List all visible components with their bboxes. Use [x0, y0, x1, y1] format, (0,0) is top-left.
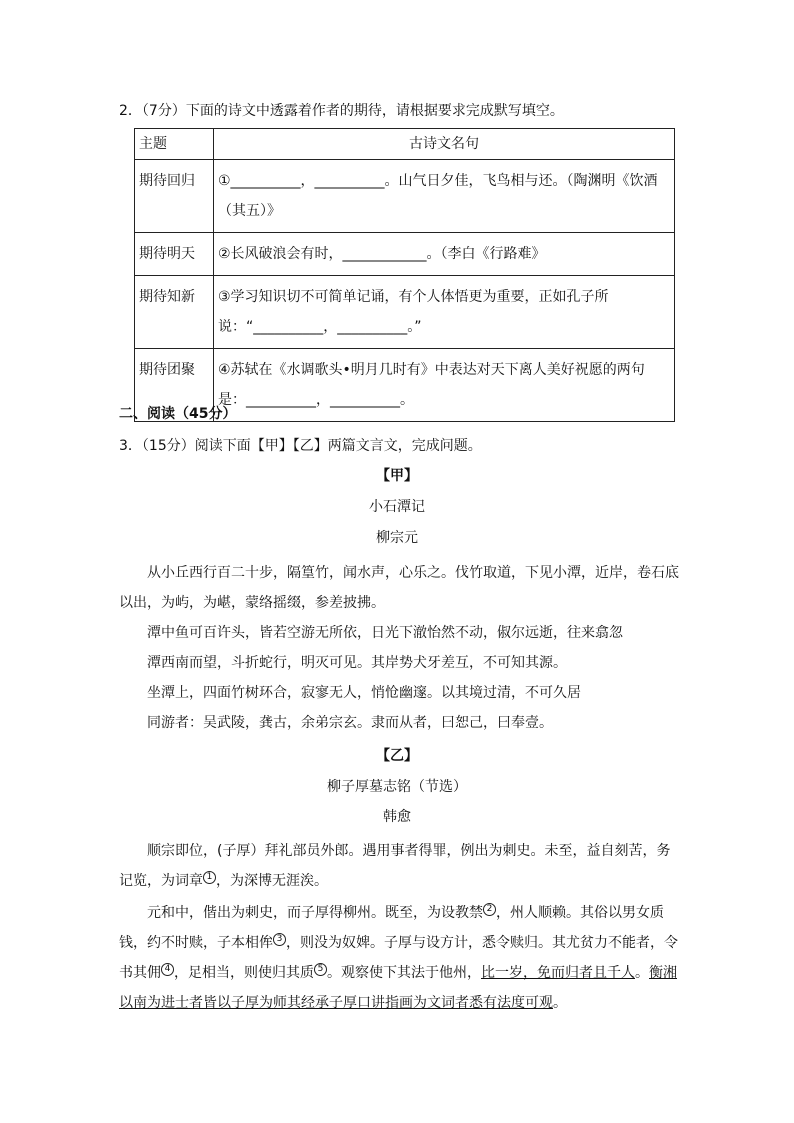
section-heading: 二、阅读（45分） [119, 406, 237, 422]
row-text: ②长风破浪会有时，____________。（李白《行路难》 [214, 233, 675, 276]
row-theme: 期待知新 [135, 276, 214, 349]
table-row [135, 160, 675, 233]
footnote-marker: 4 [161, 963, 174, 976]
header-theme: 主题 [135, 129, 214, 160]
footnote-marker: 3 [273, 933, 286, 946]
passage-a-mark: 【甲】 [376, 468, 418, 484]
footnote-marker: 1 [203, 871, 216, 884]
row-text: ①__________，__________。山气日夕佳，飞鸟相与还。（陶渊明《饮酒（其五）》 [214, 160, 675, 233]
row-text: ③学习知识切不可简单记诵，有个人体悟更为重要，正如孔子所说：“__________，__________。” [214, 276, 675, 349]
passage-a-paragraph: 坐潭上，四面竹树环合，寂寥无人，悄怆幽邃。以其境过清，不可久居 [147, 685, 581, 701]
passage-b-author: 韩愈 [383, 809, 411, 825]
poem-table [134, 128, 675, 422]
text-segment: ，州人顺赖。其俗以男女质钱，约不时赎，子本相侔 [119, 905, 664, 951]
text-segment: ，为深博无涯涘。 [216, 873, 328, 889]
underlined-sentence: 比一岁，免而归者且千人 [481, 965, 635, 981]
table-row [135, 276, 675, 349]
question-3-intro: 3．（15分）阅读下面【甲】【乙】两篇文言文，完成问题。 [119, 438, 482, 454]
footnote-marker: 2 [483, 903, 496, 916]
header-lines: 古诗文名句 [214, 129, 675, 160]
passage-a-paragraph: 从小丘西行百二十步，隔篁竹，闻水声，心乐之。伐竹取道，下见小潭，近岸，卷石底以出，为屿，为嵁，蒙络摇缀，参差披拂。 [119, 565, 679, 611]
passage-b-paragraph [119, 898, 679, 1018]
passage-a-paragraph: 潭中鱼可百许头，皆若空游无所依，日光下澈怡然不动，俶尔远逝，往来翕忽 [147, 625, 623, 641]
passage-a-paragraph: 同游者：吴武陵，龚古，余弟宗玄。隶而从者，曰恕己，曰奉壹。 [147, 715, 553, 731]
passage-b-paragraph [119, 836, 679, 896]
text-segment: ，足相当，则使归其质 [174, 965, 314, 981]
footnote-marker: 5 [314, 963, 327, 976]
row-theme: 期待回归 [135, 160, 214, 233]
passage-a-paragraph: 潭西南而望，斗折蛇行，明灭可见。其岸势犬牙差互，不可知其源。 [147, 655, 567, 671]
text-segment: 顺宗即位，(子厚）拜礼部员外郎。遇用事者得罪，例出为刺史。未至，益自刻苦，务记览，为词章 [119, 843, 671, 889]
table-header-row [135, 129, 675, 160]
underlined-sentence: 衡湘以南为进士者皆以子厚为师其经承子厚口讲指画为文词者悉有法度可观 [119, 965, 677, 1011]
text-segment: ，则没为奴婢。子厚与设方计，悉令赎归。其尤贫力不能者，令书其佣 [119, 935, 678, 981]
passage-b-mark: 【乙】 [376, 748, 418, 764]
row-text: ④苏轼在《水调歌头•明月几时有》中表达对天下离人美好祝愿的两句是：__________，__________。 [214, 349, 675, 422]
text-segment: 元和中，偕出为刺史，而子厚得柳州。既至，为设教禁 [147, 905, 483, 921]
row-theme: 期待团聚 [135, 349, 214, 422]
passage-a-title: 小石潭记 [369, 499, 425, 515]
table-row [135, 233, 675, 276]
text-segment: 。 [553, 995, 567, 1011]
passage-a-author: 柳宗元 [376, 530, 418, 546]
text-segment: 。 [635, 965, 649, 981]
passage-b-title: 柳子厚墓志铭（节选） [327, 779, 467, 795]
question-2-intro: 2．（7分）下面的诗文中透露着作者的期待，请根据要求完成默写填空。 [119, 103, 564, 119]
text-segment: 。观察使下其法于他州， [327, 965, 481, 981]
row-theme: 期待明天 [135, 233, 214, 276]
